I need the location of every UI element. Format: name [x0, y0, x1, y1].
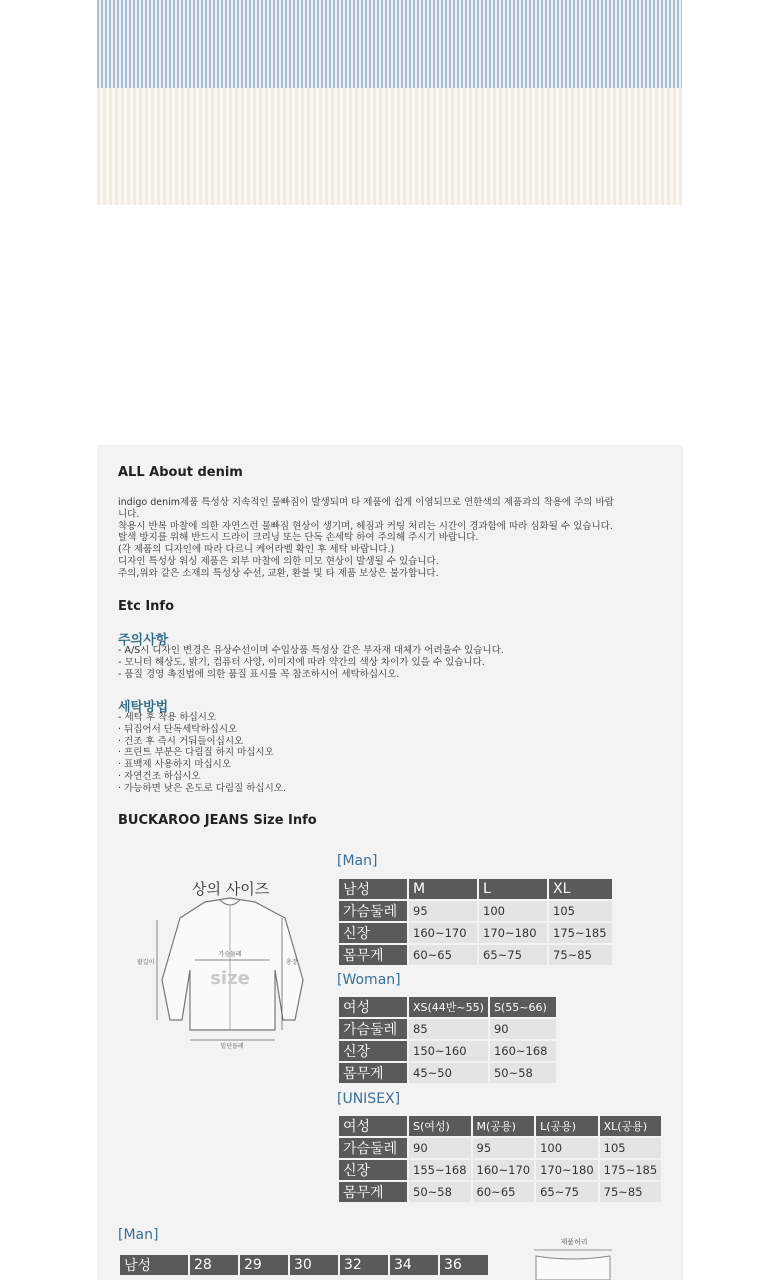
- table-cell: 65~75: [479, 945, 547, 965]
- table-header-cell: 남성: [120, 1255, 188, 1275]
- table-label-cell: 신장: [339, 1041, 407, 1061]
- unisex-size-table: [337, 1114, 663, 1204]
- table-cell: 95: [473, 1138, 535, 1158]
- table-row: [339, 923, 612, 943]
- table-cell: 170~180: [479, 923, 547, 943]
- caution-text: [118, 645, 504, 680]
- table-header-cell: M(공용): [473, 1116, 535, 1136]
- about-line: 착용시 반복 마찰에 의한 자연스런 물빠짐 현상이 생기며, 헤짐과 커팅 처리는 시간이 경과함에 따라 심화될 수 있습니다.: [118, 520, 613, 532]
- table-label-cell: 신장: [339, 1160, 407, 1180]
- table-header-cell: 남성: [339, 879, 407, 899]
- wash-line: · 표백제 사용하지 마십시오: [118, 759, 232, 771]
- table-label-cell: 신장: [339, 923, 407, 943]
- product-info-panel: [97, 445, 683, 1280]
- table-cell: 155~168: [409, 1160, 471, 1180]
- table-cell: 45~50: [409, 1063, 488, 1083]
- table-label-cell: 가슴둘레: [339, 901, 407, 921]
- table-label-cell: 몸무게: [339, 1063, 407, 1083]
- about-line: 디자인 특성상 워싱 제품은 외부 마찰에 의한 미모 현상이 발생될 수 있습니다.: [118, 555, 439, 567]
- woman-size-label: [Woman]: [337, 972, 401, 988]
- table-header-cell: 여성: [339, 997, 407, 1017]
- pants-size-diagram: [522, 1230, 622, 1280]
- shirt-size-diagram: [135, 870, 310, 1050]
- table-cell: 50~58: [490, 1063, 556, 1083]
- table-row: [339, 1116, 661, 1136]
- wash-line: · 프린트 부분은 다림질 하지 마십시오: [118, 747, 274, 759]
- rib-hem-texture: [97, 88, 682, 205]
- about-line: 탈색 방지를 위해 반드시 드라이 크리닝 또는 단독 손세탁 하여 주의해 주시기 바랍니다.: [118, 532, 479, 544]
- unisex-size-label: [UNISEX]: [337, 1091, 401, 1107]
- waist-label: 제품허리: [560, 1238, 588, 1246]
- table-cell: 75~85: [549, 945, 612, 965]
- table-header-cell: 36: [440, 1255, 488, 1275]
- knit-texture: [97, 0, 682, 88]
- table-cell: 65~75: [536, 1182, 598, 1202]
- table-cell: 160~170: [473, 1160, 535, 1180]
- product-photo: [97, 0, 682, 205]
- table-label-cell: 몸무게: [339, 945, 407, 965]
- table-header-cell: XL(공용): [600, 1116, 662, 1136]
- about-line: 니다.: [118, 508, 140, 520]
- table-row: [339, 1160, 661, 1180]
- table-cell: 150~160: [409, 1041, 488, 1061]
- table-cell: 50~58: [409, 1182, 471, 1202]
- table-cell: 60~65: [473, 1182, 535, 1202]
- woman-size-table: [337, 995, 558, 1085]
- table-cell: 95: [409, 901, 477, 921]
- table-header-cell: 34: [390, 1255, 438, 1275]
- wash-title: 세탁방법: [118, 700, 169, 715]
- table-cell: 175~185: [549, 923, 612, 943]
- table-row: [339, 1182, 661, 1202]
- size-info-title: BUCKAROO JEANS Size Info: [118, 813, 317, 828]
- top-size-title: 상의 사이즈: [192, 880, 270, 898]
- table-header-cell: L: [479, 879, 547, 899]
- table-cell: 100: [536, 1138, 598, 1158]
- table-cell: 170~180: [536, 1160, 598, 1180]
- table-row: [339, 1019, 556, 1039]
- man-size-label: [Man]: [337, 853, 378, 869]
- table-row: [339, 879, 612, 899]
- length-label: 총장: [286, 959, 298, 966]
- wash-line: - 세탁 후 착용 하십시오: [118, 712, 217, 723]
- wash-line: · 가능하면 낮은 온도로 다림질 하십시오.: [118, 782, 286, 794]
- chest-label: 가슴둘레: [218, 951, 242, 958]
- table-header-cell: 28: [190, 1255, 238, 1275]
- size-watermark: size: [210, 968, 250, 989]
- table-cell: 85: [409, 1019, 488, 1039]
- table-row: [339, 901, 612, 921]
- table-header-cell: 여성: [339, 1116, 407, 1136]
- table-label-cell: 몸무게: [339, 1182, 407, 1202]
- etc-title: Etc Info: [118, 599, 175, 614]
- table-header-cell: XL: [549, 879, 612, 899]
- table-row: [339, 1063, 556, 1083]
- wash-line: · 자연건조 하십시오: [118, 770, 201, 782]
- table-row: [339, 997, 556, 1017]
- hem-label: 밑단둘레: [220, 1043, 244, 1050]
- about-line: 주의,위와 같은 소재의 특성상 수선, 교환, 환불 및 타 제품 보상은 불가합니다.: [118, 567, 439, 579]
- table-cell: 175~185: [600, 1160, 662, 1180]
- table-cell: 100: [479, 901, 547, 921]
- caution-line: - 모니터 해상도, 밝기, 컴퓨터 사양, 이미지에 따라 약간의 색상 차이가 있을 수 있습니다.: [118, 656, 485, 668]
- table-label-cell: 가슴둘레: [339, 1138, 407, 1158]
- wash-text: [118, 712, 286, 795]
- table-cell: 105: [600, 1138, 662, 1158]
- table-row: [120, 1255, 488, 1275]
- table-cell: 105: [549, 901, 612, 921]
- table-header-cell: L(공용): [536, 1116, 598, 1136]
- table-header-cell: S(여성): [409, 1116, 471, 1136]
- table-header-cell: 32: [340, 1255, 388, 1275]
- caution-title: 주의사항: [118, 633, 169, 648]
- table-row: [339, 1138, 661, 1158]
- table-header-cell: S(55~66): [490, 997, 556, 1017]
- table-cell: 90: [490, 1019, 556, 1039]
- table-row: [339, 945, 612, 965]
- man-size-table: [337, 877, 614, 967]
- table-header-cell: XS(44반~55): [409, 997, 488, 1017]
- caution-line: - 품질 경영 촉진법에 의한 품질 표시를 꼭 참조하시어 세탁하십시오.: [118, 668, 400, 680]
- wash-line: · 건조 후 즉시 거둬들이십시오: [118, 735, 244, 747]
- table-label-cell: 가슴둘레: [339, 1019, 407, 1039]
- table-cell: 90: [409, 1138, 471, 1158]
- caution-line: - A/S시 디자인 변경은 유상수선이며 수입상품 특성상 같은 부자재 대체가 어려울수 있습니다.: [118, 645, 504, 656]
- about-title: ALL About denim: [118, 465, 243, 480]
- table-cell: 160~170: [409, 923, 477, 943]
- pants-size-label: [Man]: [118, 1227, 159, 1243]
- about-line: indigo denim제품 특성상 지속적인 물빠짐이 발생되며 타 제품에 쉽게 이염되므로 연한색의 제품과의 착용에 주의 바랍: [118, 497, 614, 508]
- table-cell: 75~85: [600, 1182, 662, 1202]
- table-header-cell: M: [409, 879, 477, 899]
- wash-line: · 뒤집어서 단독세탁하십시오: [118, 723, 238, 735]
- table-cell: 160~168: [490, 1041, 556, 1061]
- table-cell: 60~65: [409, 945, 477, 965]
- table-header-cell: 29: [240, 1255, 288, 1275]
- about-text: [118, 497, 614, 580]
- pants-size-table: [118, 1253, 490, 1277]
- about-line: (각 제품의 디자인에 따라 다르니 케어라벨 확인 후 세탁 바랍니다.): [118, 544, 395, 556]
- sleeve-label: 팔길이: [137, 959, 155, 966]
- table-row: [339, 1041, 556, 1061]
- table-header-cell: 30: [290, 1255, 338, 1275]
